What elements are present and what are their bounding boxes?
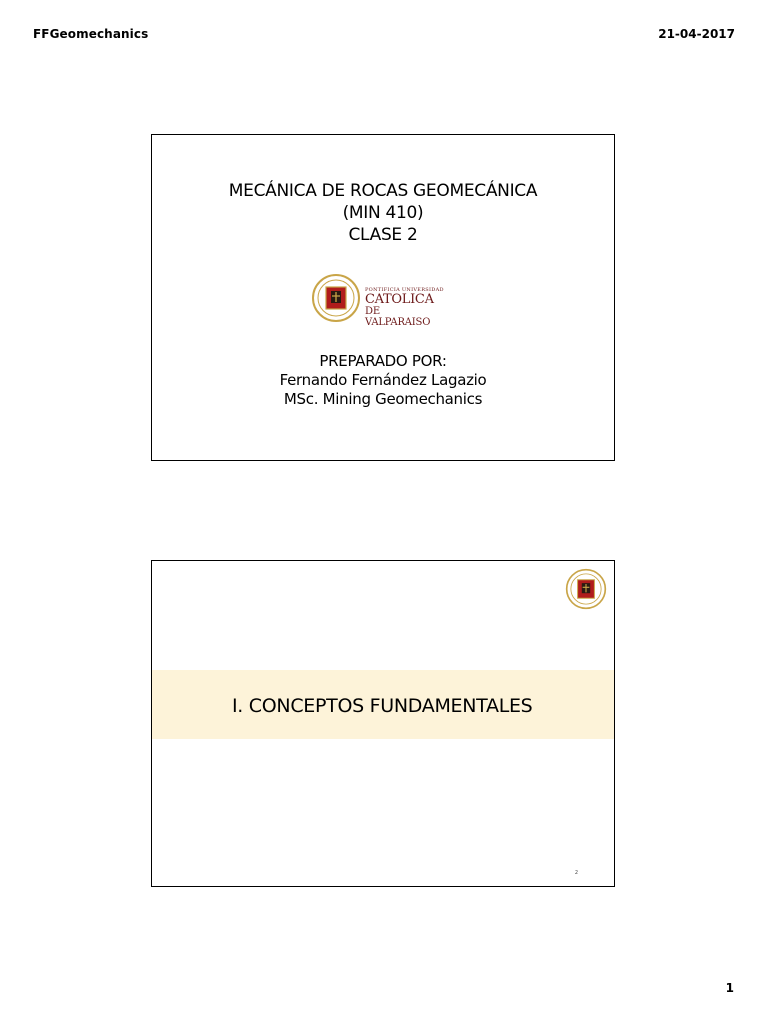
- university-name: [365, 287, 447, 328]
- page-number: 1: [725, 981, 734, 995]
- document-header-title: FFGeomechanics: [33, 27, 149, 41]
- slide-2: [151, 560, 615, 887]
- logo-line-1: PONTIFICIA UNIVERSIDAD: [365, 287, 444, 293]
- author-line: MSc. Mining Geomechanics: [283, 390, 483, 408]
- section-title: I. CONCEPTOS FUNDAMENTALES: [232, 695, 533, 717]
- slide-1: [151, 134, 615, 461]
- title-line: MECÁNICA DE ROCAS GEOMECÁNICA: [228, 181, 538, 201]
- document-header-date: 21-04-2017: [658, 27, 735, 41]
- title-line: (MIN 410): [342, 203, 424, 223]
- university-seal-icon: [565, 568, 607, 610]
- slide-1-author: [152, 352, 614, 409]
- title-line: CLASE 2: [348, 225, 418, 245]
- section-band: [152, 670, 614, 739]
- logo-line-3: DE VALPARAISO: [365, 306, 431, 328]
- logo-line-2: CATOLICA: [365, 292, 434, 307]
- author-line: Fernando Fernández Lagazio: [279, 371, 487, 389]
- slide-1-title: [152, 180, 614, 246]
- university-logo: [311, 273, 447, 328]
- author-line: PREPARADO POR:: [319, 352, 447, 370]
- slide-number: 2: [574, 870, 578, 876]
- university-seal-icon: [311, 273, 361, 323]
